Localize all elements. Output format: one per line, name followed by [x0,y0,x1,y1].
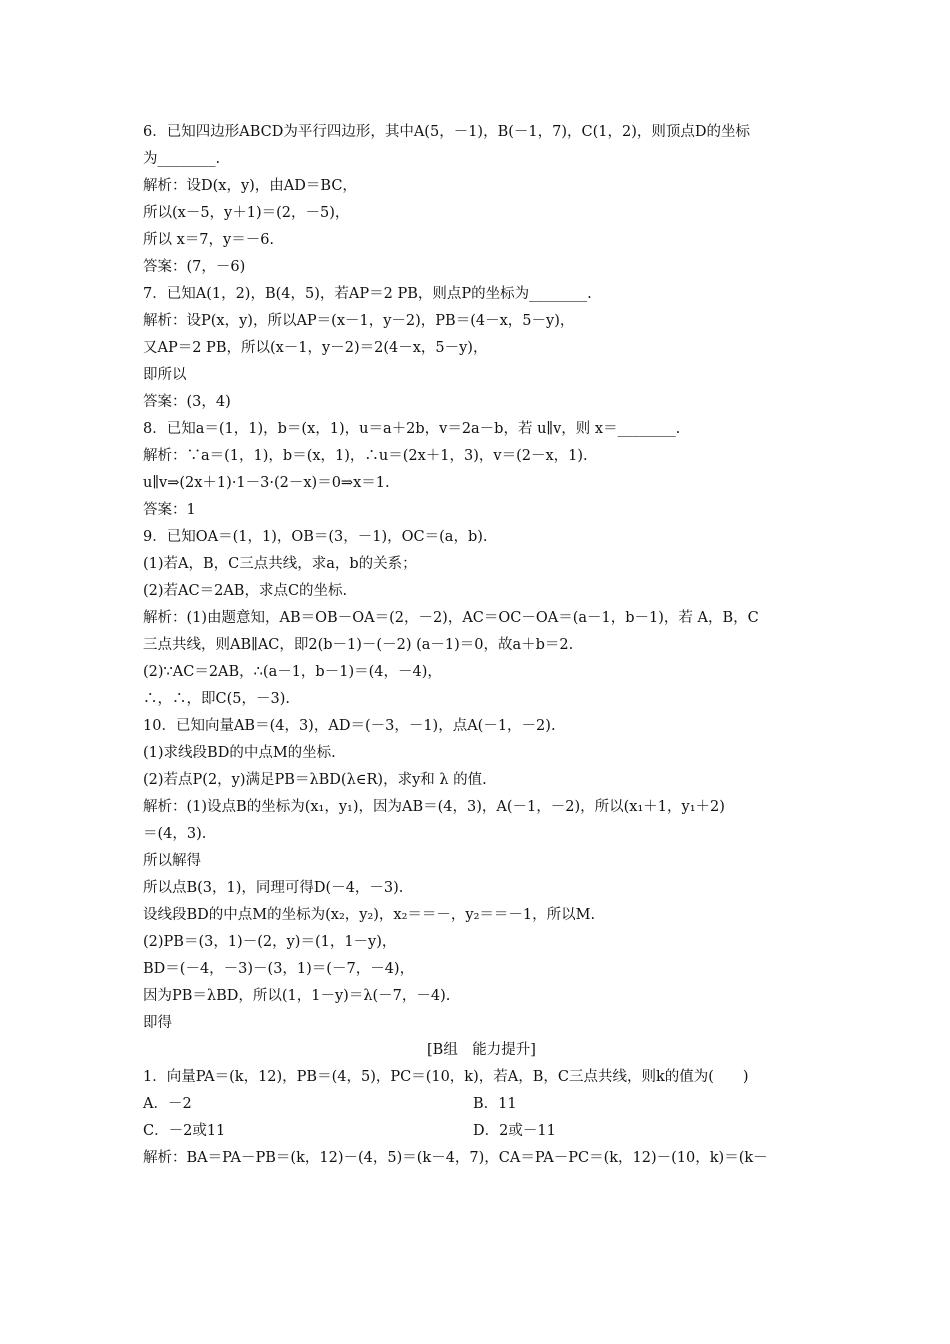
text-line: 答案：1 [143,502,196,518]
text-line: u∥v⇒(2x＋1)·1－3·(2－x)＝0⇒x＝1. [143,475,390,491]
text-line: ＝(4，3). [143,826,207,842]
text-line: 6．已知四边形ABCD为平行四边形，其中A(5，－1)，B(－1，7)，C(1，2)，则顶点D的坐标 [143,124,750,140]
text-line: 8．已知a＝(1，1)，b＝(x，1)，u＝a＋2b，v＝2a－b，若 u∥v，则 x＝________. [143,421,681,437]
text-line: 即得 [143,1015,172,1031]
text-line: 因为PB＝λBD，所以(1，1－y)＝λ(－7，－4). [143,988,451,1004]
option-a: A．－2 [143,1096,192,1112]
section-title: [B组 能力提升] [427,1042,536,1058]
option-c: C．－2或11 [143,1123,226,1139]
text-line: 答案：(3，4) [143,394,231,410]
text-line: 三点共线，则AB∥AC，即2(b－1)－(－2) (a－1)＝0，故a＋b＝2. [143,637,574,653]
text-line: 即所以 [143,367,187,383]
option-row [143,1094,820,1114]
text-line: 所以点B(3，1)，同理可得D(－4，－3). [143,880,404,896]
text-line: BD＝(－4，－3)－(3，1)＝(－7，－4)， [143,961,415,977]
text-line: 解析：∵a＝(1，1)，b＝(x，1)，∴u＝(2x＋1，3)，v＝(2－x，1). [143,448,588,464]
text-line: 答案：(7，－6) [143,259,246,275]
text-line: 设线段BD的中点M的坐标为(x₂，y₂)，x₂＝＝－，y₂＝＝－1，所以M. [143,907,596,923]
text-line: (2)若AC＝2AB，求点C的坐标. [143,583,348,599]
text-line: 解析：(1)由题意知，AB＝OB－OA＝(2，－2)，AC＝OC－OA＝(a－1，b－1)，若 A，B，C [143,610,759,626]
text-line: 解析：(1)设点B的坐标为(x₁，y₁)，因为AB＝(4，3)，A(－1，－2)，所以(x₁＋1，y₁＋2) [143,799,725,815]
text-line: (2)∵AC＝2AB，∴(a－1，b－1)＝(4，－4)， [143,664,442,680]
option-b: B．11 [473,1096,517,1112]
text-line: (2)PB＝(3，1)－(2，y)＝(1，1－y)， [143,934,397,950]
text-line: 所以(x－5，y＋1)＝(2，－5)， [143,205,350,221]
text-line: 解析：设D(x，y)，由AD＝BC， [143,178,357,194]
text-line: 为________. [143,151,221,167]
option-row [143,1121,820,1141]
text-line: 解析：设P(x，y)，所以AP＝(x－1，y－2)，PB＝(4－x，5－y)， [143,313,575,329]
text-line: 9．已知OA＝(1，1)，OB＝(3，－1)，OC＝(a，b). [143,529,488,545]
text-line: 解析：BA＝PA－PB＝(k，12)－(4，5)＝(k－4，7)，CA＝PA－PC＝(k，12)－(10，k)＝(k－ [143,1150,768,1166]
text-line: (1)求线段BD的中点M的坐标. [143,745,336,761]
text-line: 又AP＝2 PB，所以(x－1，y－2)＝2(4－x，5－y)， [143,340,488,356]
text-line: 所以 x＝7，y＝－6. [143,232,275,248]
question-1: 1．向量PA＝(k，12)，PB＝(4，5)，PC＝(10，k)，若A，B，C三点共线，则k的值为( ) [143,1069,749,1085]
text-line: 7．已知A(1，2)，B(4，5)，若AP＝2 PB，则点P的坐标为________. [143,286,592,302]
text-line: (1)若A，B，C三点共线，求a，b的关系； [143,556,417,572]
option-d: D．2或－11 [473,1123,556,1139]
text-line: (2)若点P(2，y)满足PB＝λBD(λ∈R)，求y和 λ 的值. [143,772,487,788]
text-line: ∴，∴，即C(5，－3). [143,691,290,707]
text-line: 所以解得 [143,853,201,869]
text-line: 10．已知向量AB＝(4，3)，AD＝(－3，－1)，点A(－1，－2). [143,718,556,734]
